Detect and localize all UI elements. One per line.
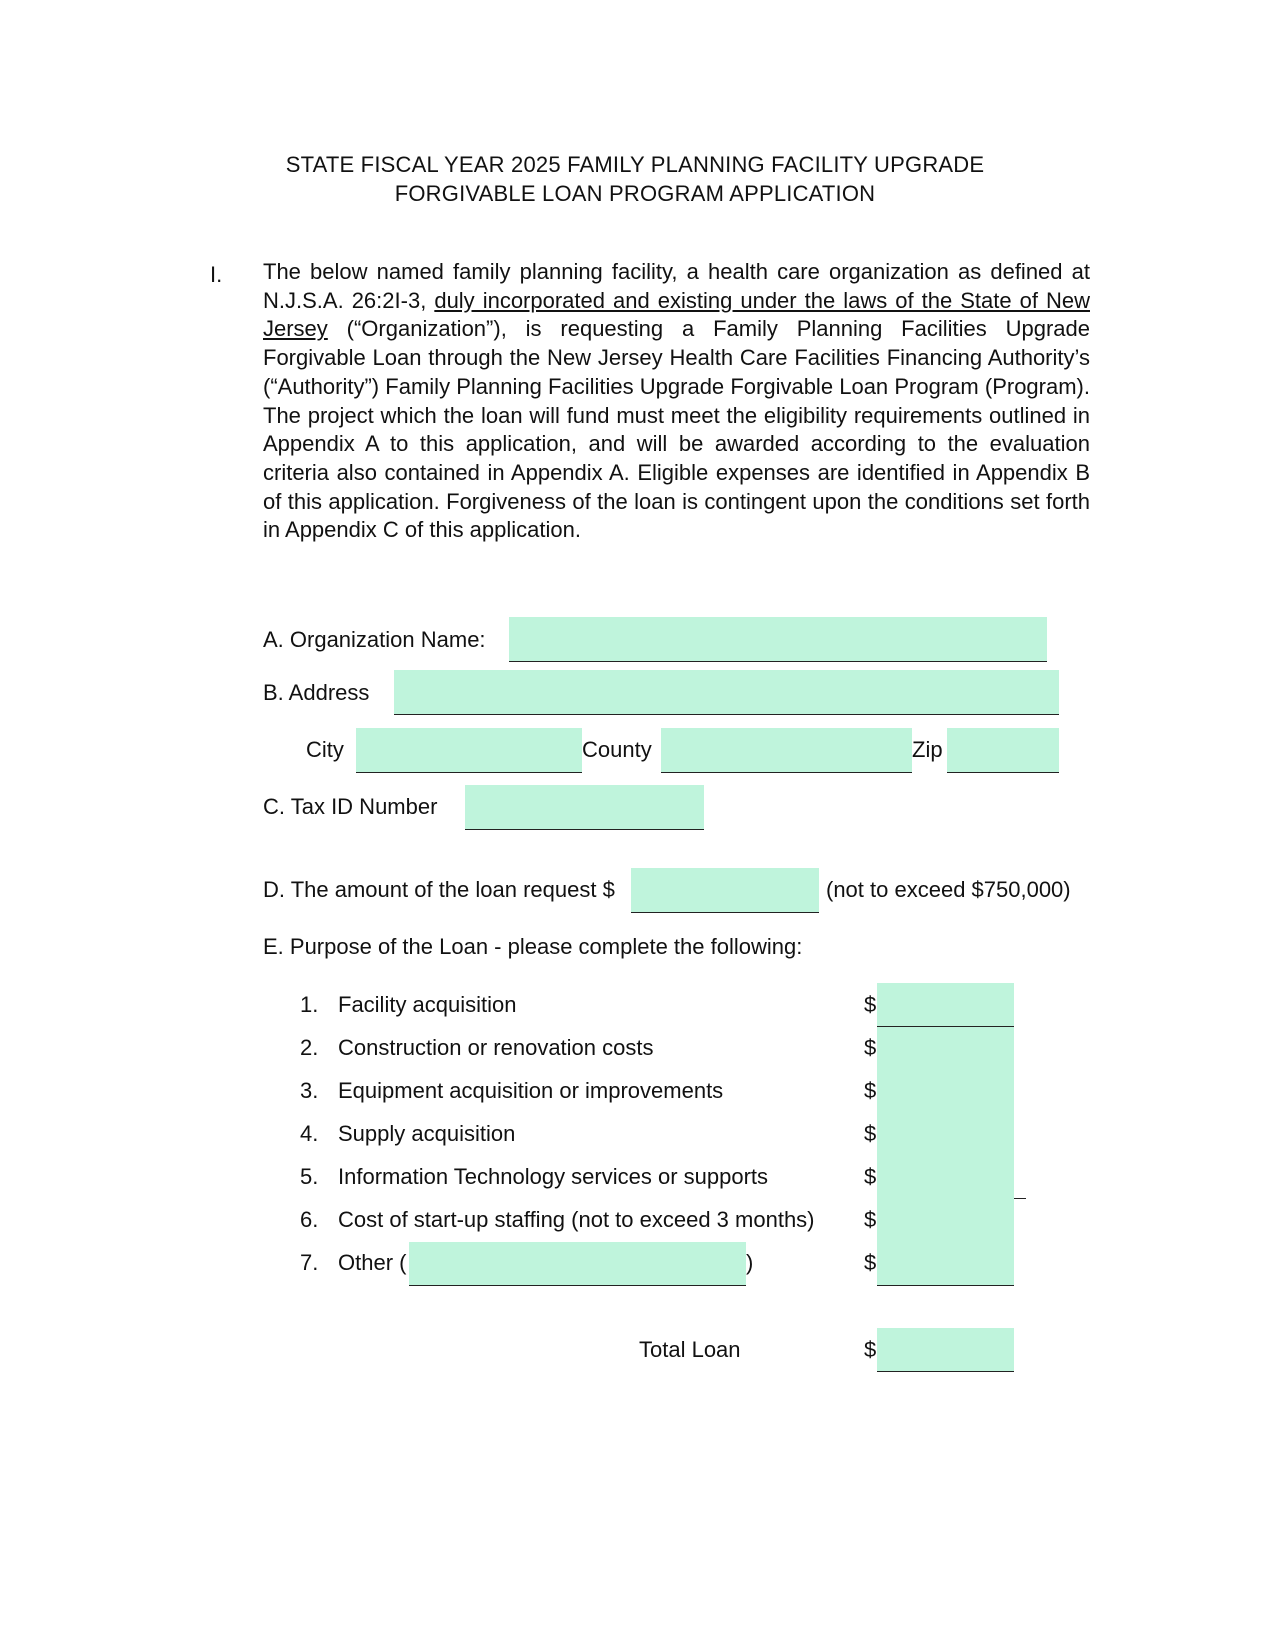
org-name-field[interactable] — [509, 617, 1047, 662]
staffing-amount-field[interactable] — [877, 1199, 1014, 1243]
paragraph-text-2: (“Organization”), is requesting a Family Planning Facilities Upgrade Forgivable Loan through the New Jersey Health Care Facilities Financing Authority’s (“Authority”) Family Planning Facilities Upgrade Forgivable Loan Program (Program). The project which the loan will fund must meet the eligibility requirements outlined in Appendix A to this application, and will be awarded according to the evaluation criteria also contained in Appendix A. Eligible expenses are identified in Appendix B of this application. Forgiveness of the loan is contingent upon the conditions set forth in Appendix C of this application. — [263, 316, 1090, 543]
county-label: County — [582, 737, 652, 762]
dollar-sign: $ — [864, 1250, 877, 1275]
zip-label: Zip — [912, 737, 943, 762]
dollar-sign: $ — [864, 1121, 877, 1146]
purpose-item-number: 2. — [300, 1035, 319, 1060]
address-label: B. Address — [263, 680, 370, 705]
it-services-amount-field[interactable] — [877, 1156, 1014, 1200]
dollar-sign: $ — [864, 992, 877, 1017]
paragraph-underlined-text: duly incorporated and existing under the laws of the State of New Jersey — [263, 287, 1090, 342]
equipment-amount-field[interactable] — [877, 1070, 1014, 1114]
loan-amount-note: (not to exceed $750,000) — [826, 877, 1071, 902]
purpose-item-label: Construction or renovation costs — [338, 1035, 654, 1060]
org-name-label: A. Organization Name: — [263, 627, 486, 652]
county-field[interactable] — [661, 728, 912, 773]
total-loan-field[interactable] — [877, 1328, 1014, 1372]
other-amount-field[interactable] — [877, 1242, 1014, 1286]
dollar-sign: $ — [864, 1035, 877, 1060]
purpose-item-number: 1. — [300, 992, 319, 1017]
purpose-item-label: Supply acquisition — [338, 1121, 516, 1146]
purpose-item-number: 4. — [300, 1121, 319, 1146]
purpose-item-label: Information Technology services or supports — [338, 1164, 769, 1189]
paragraph-text-1: The below named family planning facility, a health care organization as defined at N.J.S.A. 26:2I-3, — [263, 259, 1090, 313]
section-number: I. — [210, 262, 223, 287]
dollar-sign: $ — [864, 1337, 877, 1362]
title-line-2: FORGIVABLE LOAN PROGRAM APPLICATION — [394, 181, 876, 206]
city-label: City — [306, 737, 344, 762]
supply-amount-field[interactable] — [877, 1113, 1014, 1157]
section-paragraph — [263, 258, 1090, 545]
tax-id-label: C. Tax ID Number — [263, 794, 438, 819]
purpose-item-number: 7. — [300, 1250, 319, 1275]
other-close-paren: ) — [746, 1250, 754, 1275]
facility-acquisition-amount-field[interactable] — [877, 983, 1014, 1027]
title-line-1: STATE FISCAL YEAR 2025 FAMILY PLANNING FACILITY UPGRADE — [285, 152, 985, 177]
purpose-item-label: Other ( — [338, 1250, 407, 1275]
total-loan-label: Total Loan — [639, 1337, 741, 1362]
city-field[interactable] — [356, 728, 582, 773]
loan-amount-field[interactable] — [631, 868, 819, 913]
purpose-item-label: Equipment acquisition or improvements — [338, 1078, 724, 1103]
address-field[interactable] — [394, 670, 1059, 715]
purpose-item-label: Facility acquisition — [338, 992, 517, 1017]
loan-amount-label: D. The amount of the loan request $ — [263, 877, 615, 902]
dollar-sign: $ — [864, 1164, 877, 1189]
other-description-field[interactable] — [409, 1242, 746, 1286]
purpose-item-label: Cost of start-up staffing (not to exceed 3 months) — [338, 1207, 815, 1232]
purpose-item-number: 3. — [300, 1078, 319, 1103]
dollar-sign: $ — [864, 1078, 877, 1103]
dollar-sign: $ — [864, 1207, 877, 1232]
purpose-item-number: 5. — [300, 1164, 319, 1189]
underline-extension — [1014, 1198, 1026, 1199]
zip-field[interactable] — [947, 728, 1059, 773]
purpose-item-number: 6. — [300, 1207, 319, 1232]
document-title — [180, 150, 1090, 208]
tax-id-field[interactable] — [465, 785, 704, 830]
purpose-label: E. Purpose of the Loan - please complete the following: — [263, 934, 803, 959]
construction-amount-field[interactable] — [877, 1027, 1014, 1071]
